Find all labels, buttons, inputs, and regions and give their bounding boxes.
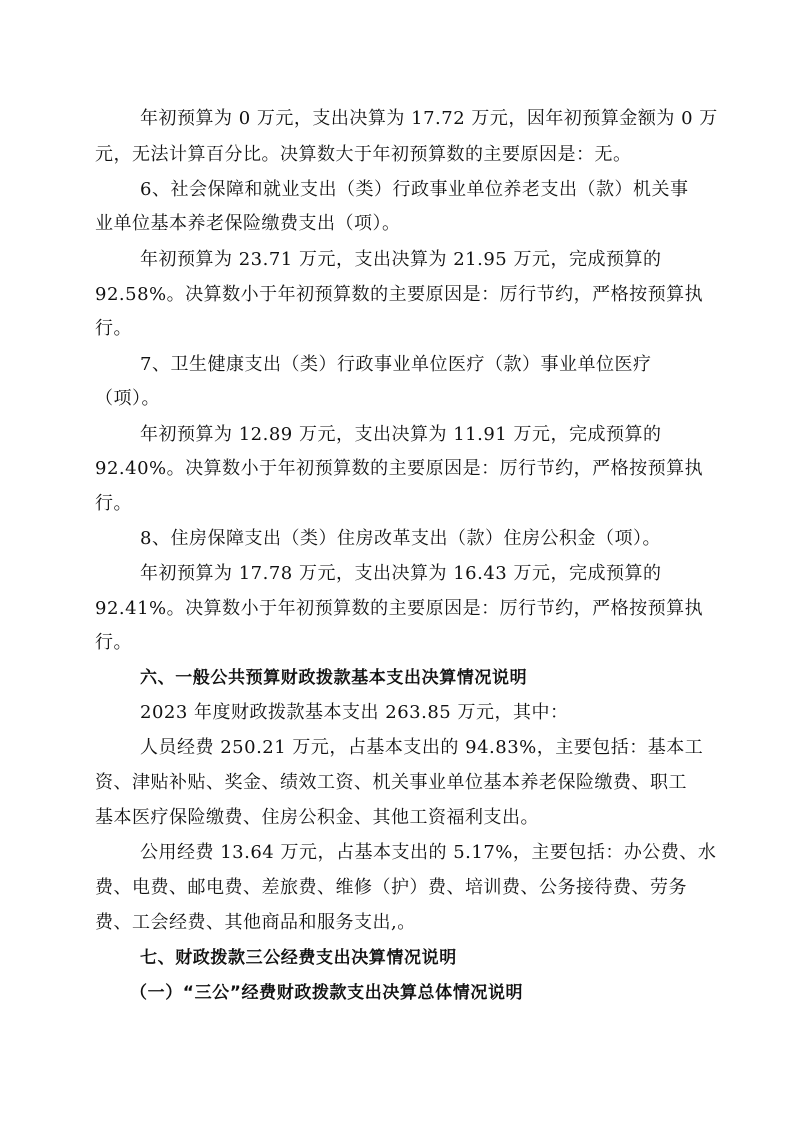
paragraph-line: 行。	[95, 493, 132, 514]
paragraph-line: 元，无法计算百分比。决算数大于年初预算数的主要原因是：无。	[95, 144, 632, 165]
paragraph-line: 92.58%。决算数小于年初预算数的主要原因是：厉行节约，严格按预算执	[95, 284, 704, 305]
section-heading-6: 六、一般公共预算财政拨款基本支出决算情况说明	[140, 668, 528, 688]
paragraph-line: （项）。	[95, 388, 160, 409]
paragraph-line: 年初预算为 23.71 万元，支出决算为 21.95 万元，完成预算的	[140, 249, 662, 270]
item-heading-6: 6、社会保障和就业支出（类）行政事业单位养老支出（款）机关事	[140, 179, 689, 200]
section-heading-7: 七、财政拨款三公经费支出决算情况说明	[140, 948, 457, 968]
paragraph-line: 资、津贴补贴、奖金、绩效工资、机关事业单位基本养老保险缴费、职工	[95, 772, 687, 793]
paragraph-line: 年初预算为 12.89 万元，支出决算为 11.91 万元，完成预算的	[140, 424, 662, 445]
paragraph-line: 公用经费 13.64 万元，占基本支出的 5.17%，主要包括：办公费、水	[140, 842, 717, 863]
paragraph-line: 年初预算为 0 万元，支出决算为 17.72 万元，因年初预算金额为 0 万	[140, 108, 718, 129]
item-heading-8: 8、住房保障支出（类）住房改革支出（款）住房公积金（项）。	[140, 528, 661, 549]
paragraph-line: 人员经费 250.21 万元，占基本支出的 94.83%，主要包括：基本工	[140, 737, 704, 758]
paragraph-line: 行。	[95, 632, 132, 653]
paragraph-line: 行。	[95, 318, 132, 339]
paragraph-line: 年初预算为 17.78 万元，支出决算为 16.43 万元，完成预算的	[140, 563, 662, 584]
paragraph-line: 2023 年度财政拨款基本支出 263.85 万元，其中：	[140, 702, 569, 723]
paragraph-line: 费、电费、邮电费、差旅费、维修（护）费、培训费、公务接待费、劳务	[95, 877, 687, 898]
paragraph-line: 费、工会经费、其他商品和服务支出,。	[95, 912, 416, 933]
paragraph-line: 92.40%。决算数小于年初预算数的主要原因是：厉行节约，严格按预算执	[95, 458, 704, 479]
subsection-heading-1: （一）“三公”经费财政拨款支出决算总体情况说明	[130, 983, 524, 1003]
paragraph-line: 业单位基本养老保险缴费支出（项）。	[95, 213, 401, 234]
item-heading-7: 7、卫生健康支出（类）行政事业单位医疗（款）事业单位医疗	[140, 354, 652, 375]
paragraph-line: 基本医疗保险缴费、住房公积金、其他工资福利支出。	[95, 807, 539, 828]
paragraph-line: 92.41%。决算数小于年初预算数的主要原因是：厉行节约，严格按预算执	[95, 598, 704, 619]
